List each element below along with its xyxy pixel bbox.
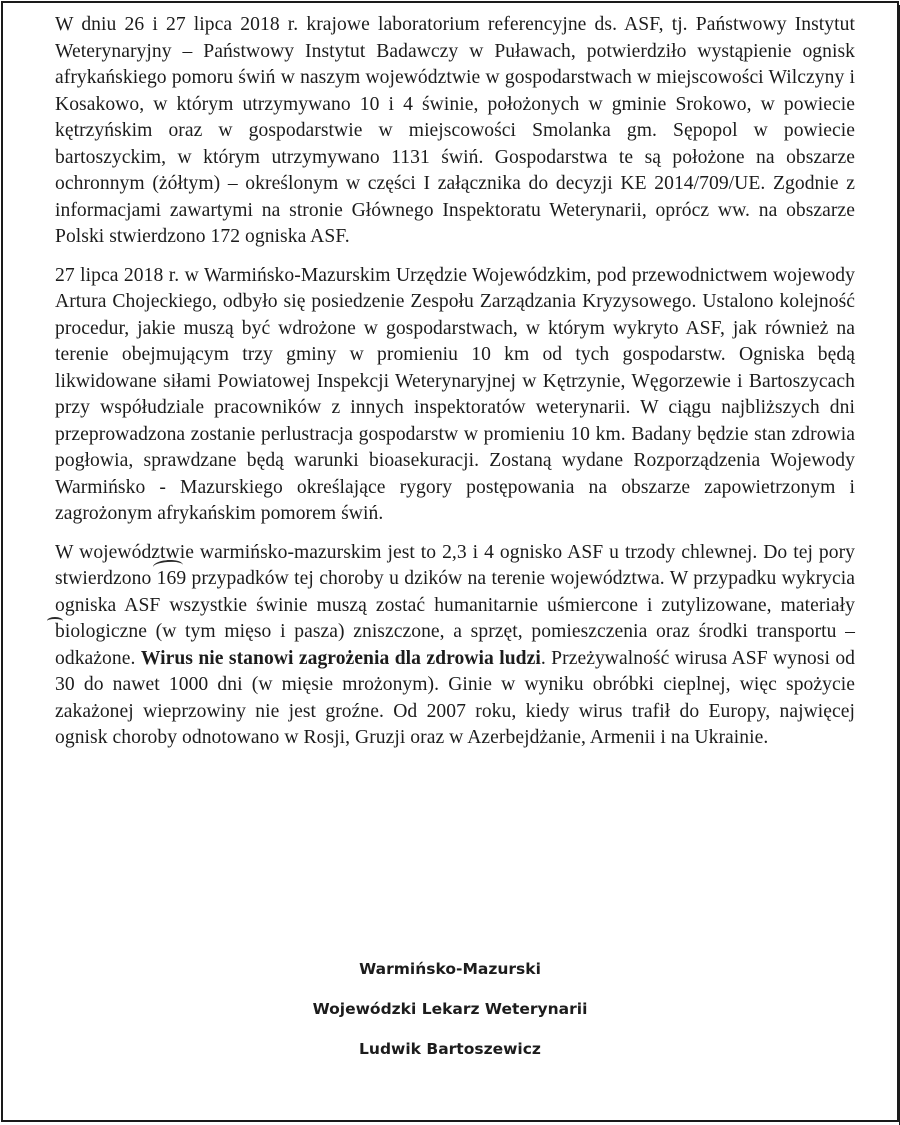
paragraph-1: W dniu 26 i 27 lipca 2018 r. krajowe laboratorium referencyjne ds. ASF, tj. Państwowy Instytut Weterynaryjny – Państwowy Instytut Badawczy w Puławach, potwierdziło wystąpienie ognisk afrykańskiego pomoru świń w naszym województwie w gospodarstwach w miejscowości Wilczyny i Kosakowo, w którym utrzymywano 10 i 4 świnie, położonych w gminie Srokowo, w powiecie kętrzyńskim oraz w gospodarstwie w miejscowości Smolanka gm. Sępopol w powiecie bartoszyckim, w którym utrzymywano 1131 świń. Gospodarstwa te są położone na obszarze ochronnym (żółtym) – określonym w części I załącznika do decyzji KE 2014/709/UE. Zgodnie z informacjami zawartymi na stronie Głównego Inspektoratu Weterynarii, oprócz ww. na obszarze Polski stwierdzono 172 ogniska ASF. (55, 14, 855, 247)
paragraph-3-part-b: przypadków tej choroby u dzików na terenie województwa. W przypadku wykrycia (186, 568, 855, 589)
signature-line-3: Ludwik Bartoszewicz (359, 1040, 541, 1058)
signature-block (0, 956, 900, 1076)
signature-line-1: Warmińsko-Mazurski (359, 960, 541, 978)
handwritten-mark-169: 169 (157, 566, 187, 593)
paragraph-3-part-d: . Przeżywalność wirusa ASF wynosi od 30 do nawet 1000 dni (w mięsie mrożonym). Ginie w wyniku obróbki cieplnej, więc spożycie zakażonej wieprzowiny nie jest groźne. Od 2007 roku, kiedy wirus trafił do Europy, najwięcej ognisk choroby odnotowano w Rosji, Gruzji oraz w Azerbejdżanie, Armenii i na Ukrainie. (55, 647, 856, 748)
paragraph-3 (55, 540, 855, 752)
document-body (55, 12, 855, 752)
paragraph-3-bold-statement: Wirus nie stanowi zagrożenia dla zdrowia ludzi (140, 647, 541, 669)
paragraph-3-part-a: W województwie warmińsko-mazurskim jest to 2,3 i 4 ognisko ASF u trzody chlewnej. Do tej pory stwierdzono (55, 541, 855, 589)
paragraph-2: 27 lipca 2018 r. w Warmińsko-Mazurskim Urzędzie Wojewódzkim, pod przewodnictwem wojewody Artura Chojeckiego, odbyło się posiedzenie Zespołu Zarządzania Kryzysowego. Ustalono kolejność procedur, jakie muszą być wdrożone w gospodarstwach, w którym wykryto ASF, jak również na terenie obejmującym trzy gminy w promieniu 10 km od tych gospodarstw. Ogniska będą likwidowane siłami Powiatowej Inspekcji Weterynaryjnej w Kętrzynie, Węgorzewie i Bartoszycach przy współudziale pracowników z innych inspektoratów weterynarii. W ciągu najbliższych dni przeprowadzona zostanie perlustracja gospodarstw w promieniu 10 km. Badany będzie stan zdrowia pogłowia, sprawdzane będą warunki bioasekuracji. Zostaną wydane Rozporządzenia Wojewody Warmińsko - Mazurskiego określające rygory postępowania na obszarze zapowietrzonym i zagrożonym afrykańskim pomorem świń. (55, 264, 855, 524)
signature-line-2: Wojewódzki Lekarz Weterynarii (312, 1000, 588, 1018)
paragraph-3-part-c: ogniska ASF wszystkie świnie muszą zostać humanitarnie uśmiercone i zutylizowane, materiały biologiczne (w tym mięso i pasza) zniszczone, a sprzęt, pomieszczenia oraz środki transportu – odkażone. (55, 594, 855, 669)
